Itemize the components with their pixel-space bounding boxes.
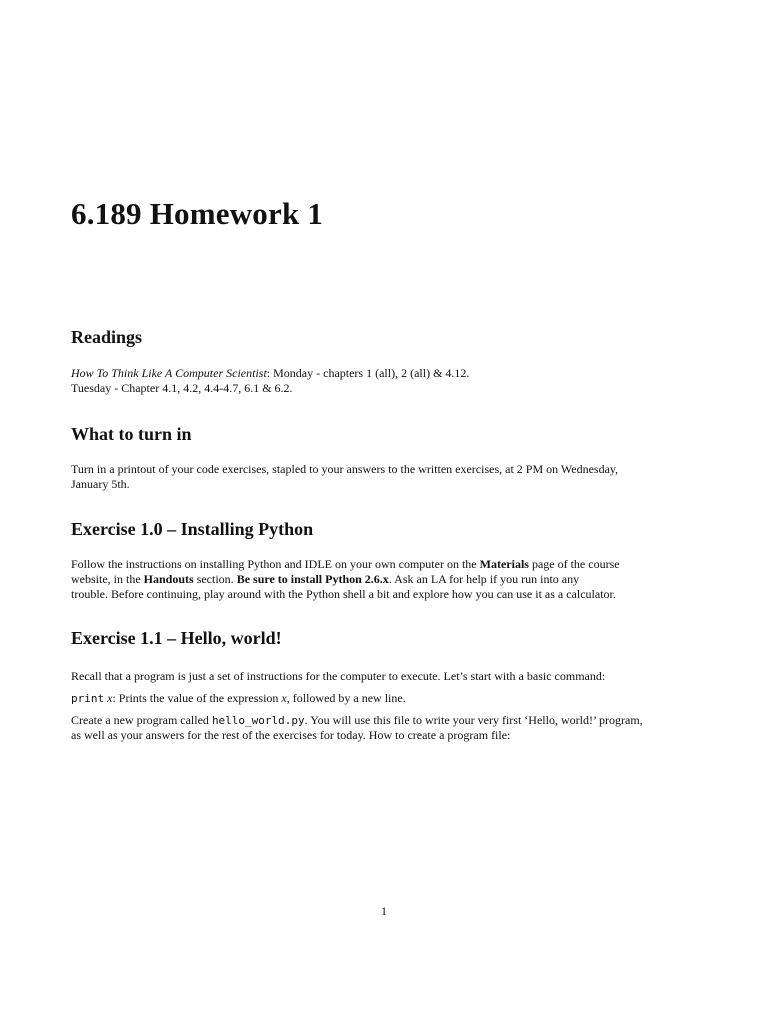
text-run: website, in the — [71, 572, 144, 586]
exercise-1-1-paragraph-1 — [71, 669, 701, 684]
exercise-1-1-p3-line-1 — [71, 713, 701, 728]
page-title: 6.189 Homework 1 — [71, 196, 324, 231]
variable-x: x — [107, 691, 113, 705]
section-heading-turn-in: What to turn in — [71, 424, 192, 444]
print-description-line — [71, 691, 701, 706]
readings-line-1-text: : Monday - chapters 1 (all), 2 (all) & 4.12. — [266, 366, 470, 380]
readings-line-1 — [71, 366, 701, 381]
filename-code: hello_world.py — [211, 714, 305, 727]
text-run: page of the course — [528, 557, 620, 571]
text-run: . You will use this file to write your very first ‘Hello, world!’ program, — [304, 713, 643, 727]
section-heading-readings: Readings — [71, 327, 143, 347]
install-python-bold: Be sure to install Python 2.6.x — [236, 572, 389, 586]
text-run: : Prints the value of the expression — [112, 691, 282, 705]
page-number: 1 — [381, 904, 387, 918]
exercise-1-1-paragraph-3 — [71, 713, 701, 743]
section-heading-exercise-1-1: Exercise 1.1 – Hello, world! — [71, 628, 282, 648]
text-run: , followed by a new line. — [286, 691, 406, 705]
readings-line-2: Tuesday - Chapter 4.1, 4.2, 4.4-4.7, 6.1 & 6.2. — [71, 381, 293, 395]
exercise-1-1-p1-line: Recall that a program is just a set of instructions for the computer to execute. Let’s start with a basic command: — [71, 669, 606, 683]
turn-in-line-2: January 5th. — [71, 477, 130, 491]
turn-in-paragraph — [71, 462, 701, 492]
text-run: section. — [193, 572, 237, 586]
exercise-1-0-paragraph — [71, 557, 701, 602]
text-run: Follow the instructions on installing Python and IDLE on your own computer on the — [71, 557, 480, 571]
exercise-1-1-p3-line-2: as well as your answers for the rest of the exercises for today. How to create a program file: — [71, 728, 511, 742]
variable-x: x — [281, 691, 287, 705]
readings-paragraph — [71, 366, 701, 396]
materials-bold: Materials — [479, 557, 529, 571]
exercise-1-0-line-1 — [71, 557, 701, 572]
print-keyword: print — [71, 692, 105, 705]
turn-in-line-1: Turn in a printout of your code exercises, stapled to your answers to the written exercises, at 2 PM on Wednesday, — [71, 462, 619, 476]
exercise-1-0-line-2 — [71, 572, 701, 587]
book-title: How To Think Like A Computer Scientist — [71, 366, 267, 380]
text-run: . Ask an LA for help if you run into any — [388, 572, 580, 586]
handouts-bold: Handouts — [143, 572, 194, 586]
section-heading-exercise-1-0: Exercise 1.0 – Installing Python — [71, 519, 314, 539]
exercise-1-1-paragraph-2 — [71, 691, 701, 706]
text-run: Create a new program called — [71, 713, 212, 727]
exercise-1-0-line-3: trouble. Before continuing, play around with the Python shell a bit and explore how you can use it as a calculator. — [71, 587, 616, 601]
